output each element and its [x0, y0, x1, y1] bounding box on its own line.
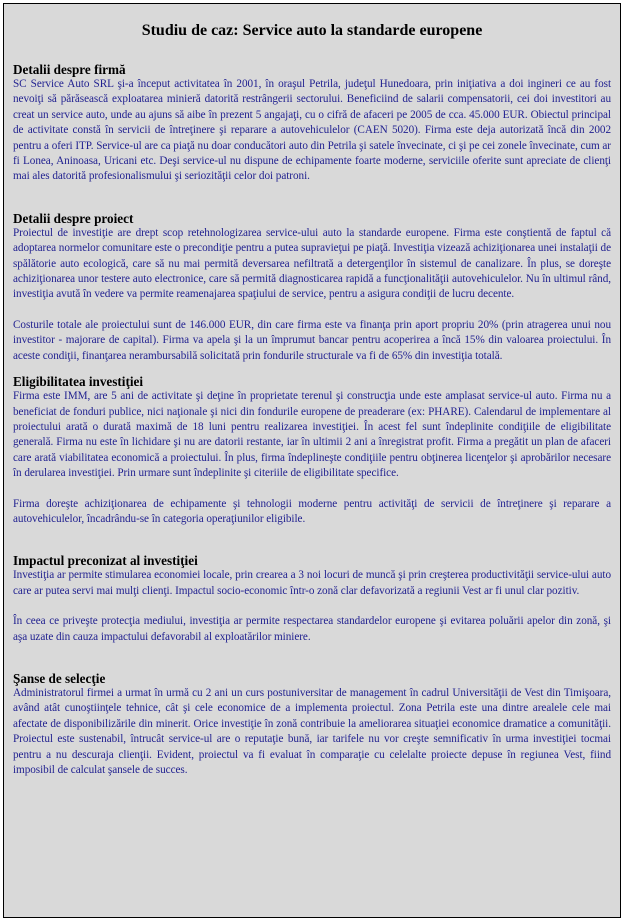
section-paragraph: Investiţia ar permite stimularea economiei locale, prin crearea a 3 noi locuri de muncă şi prin creşterea productivităţii service-ului auto care ar putea servi mai mulţi clienţi. Impactul socio-economic într-o zonă clar defavorizată a regiunii Vest ar fi unul clar pozitiv. — [13, 569, 611, 597]
section-heading-company-details: Detalii despre firmă — [13, 62, 126, 77]
section-heading-expected-impact: Impactul preconizat al investiţiei — [13, 553, 198, 569]
document-title: Studiu de caz: Service auto la standarde europene — [141, 22, 483, 39]
section-heading-eligibility: Eligibilitatea investiţiei — [13, 374, 144, 390]
section-paragraph: SC Service Auto SRL şi-a început activitatea în 2001, în oraşul Petrila, judeţul Hunedoara, prin iniţiativa a doi ingineri ce au fost nevoiţi să părăsească exploatarea minieră datorită restrângerii sectorului. Beneficiind de salarii compensatorii, cei doi investitori au creat un service auto, unde au ajuns să aibe în prezent 5 angajaţi, cu o cifră de afaceri pe 2005 de cca. 45.000 EUR. Obiectul principal de activitate constă în servicii de întreţinere şi reparare a autovehiculelor (CAEN 5020). Firma este deja autorizată încă din 2002 pentru a oferi ITP. Service-ul are ca piaţă nu doar conducători auto din Petrila şi satele învecinate, ci şi pe cei zonele învecinate, cum ar fi Lonea, Aninoasa, Uricani etc. Deşi service-ul nu dispune de echipamente foarte moderne, serviciile oferite sunt apreciate de clienţi mai ales datorită profesionalismului şi seriozităţii celor doi patroni. — [13, 78, 611, 183]
section-paragraph: Proiectul de investiţie are drept scop retehnologizarea service-ului auto la standarde europene. Firma este conştientă de faptul că adoptarea normelor comunitare este o precondiţie pentru a putea supravieţui pe piaţă. Investiţia vizează achiziţionarea unei instalaţii de spălătorie auto ecologică, care să nu mai permită deversarea nefiltrată a detergenţilor în sistemul de canalizare. În plus, se doreşte achiziţionarea unor testere auto electronice, care să permită diagnosticarea rapidă a funcţionalităţii autovehiculelor. Nu în ultimul rând, investiţia avută în vedere va permite reamenajarea spaţiului de service, pentru a asigura condiţii de lucru decente. — [13, 226, 611, 301]
section-paragraph: Firma doreşte achiziţionarea de echipamente şi tehnologii moderne pentru activităţi de servicii de întreţinere şi reparare a autovehiculelor, încadrându-se în categoria operaţiunilor eligibile. — [13, 497, 611, 525]
section-paragraph: Costurile totale ale proiectului sunt de 146.000 EUR, din care firma este va finanţa prin aport propriu 20% (prin atragerea unui nou investitor - majorare de capital). Firma va apela şi la un împrumut bancar pentru acoperirea a încă 15% din valoarea proiectului. În aceste condiţii, finanţarea nerambursabilă solicitată prin fondurile structurale va fi de 65% din investiţia totală. — [13, 318, 611, 362]
case-study-text-box — [3, 3, 621, 918]
section-paragraph: În ceea ce priveşte protecţia mediului, investiţia ar permite respectarea standardelor europene şi evitarea poluării apelor din zonă, şi aşa uzate din cauza impactului defavorabil al exploatărilor miniere. — [13, 615, 611, 643]
section-heading-selection-chances: Şanse de selecţie — [13, 670, 106, 686]
section-paragraph: Firma este IMM, are 5 ani de activitate şi deţine în proprietate terenul şi construcţia unde este amplasat service-ul auto. Firma nu a beneficiat de fonduri publice, nici naţionale şi nici din fondurile europene de preaderare (ex: PHARE). Calendarul de implementare al proiectului arată o durată maximă de 18 luni pentru realizarea investiţiei. În acest fel sunt îndeplinite condiţiile de eligibilitate generală. Firma nu este în lichidare şi nu are datorii restante, iar în ultimii 2 ani a înregistrat profit. Firma a pregătit un plan de afaceri care arată viabilitatea economică a proiectului. În plus, firma îndeplineşte condiţiile pentru obţinerea licenţelor şi aprobărilor necesare în derularea investiţiei. Prin urmare sunt îndeplinite şi citeriile de eligibilitate specifice. — [13, 390, 611, 480]
section-paragraph: Administratorul firmei a urmat în urmă cu 2 ani un curs postuniversitar de management în cadrul Universităţii de Vest din Timişoara, având atât cunoştiinţele tehnice, cât şi cele economice de a implementa proiectul. Zona Petrila este una dintre arealele cele mai afectate de disponibilizările din minerit. Orice investiţie în zonă contribuie la ameliorarea situaţiei economice dramatice a comunităţii. Proiectul este sustenabil, întrucât service-ul are o reputaţie bună, iar tarifele nu vor creşte semnificativ în urma investiţiei tocmai pentru a nu descuraja clienţii. Evident, proiectul va fi evaluat în comparaţie cu celelalte proiecte depuse în regiunea Vest, fiind imposibil de calculat şansele de succes. — [13, 686, 611, 776]
section-heading-project-details: Detalii despre proiect — [13, 210, 134, 226]
